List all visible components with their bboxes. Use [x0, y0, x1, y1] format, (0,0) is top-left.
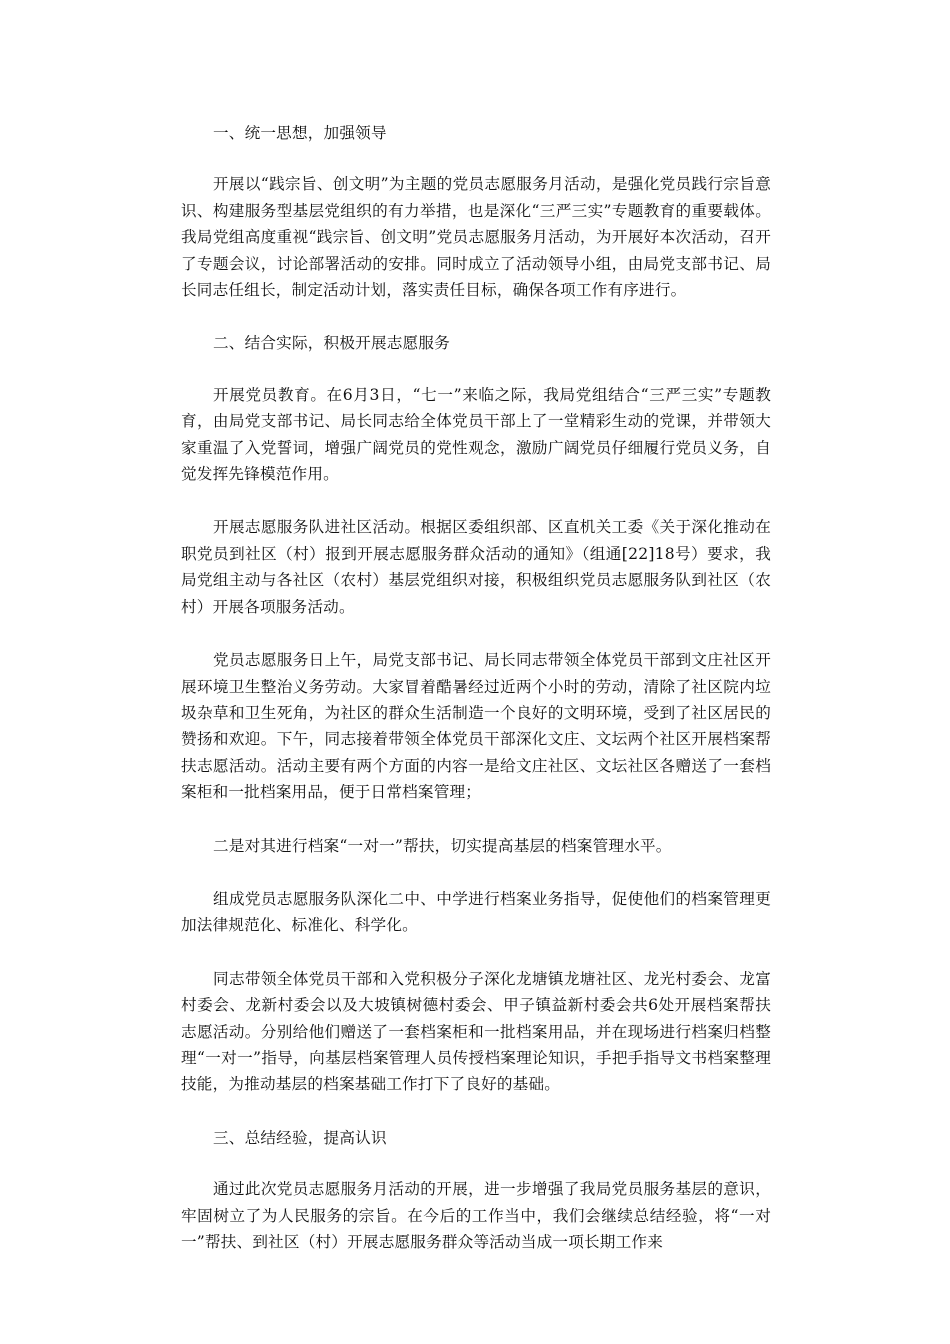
document-body [181, 120, 771, 1282]
paragraph: 组成党员志愿服务队深化二中、中学进行档案业务指导，促使他们的档案管理更加法律规范化、标准化、科学化。 [181, 889, 771, 935]
paragraph: 二是对其进行档案“一对一”帮扶，切实提高基层的档案管理水平。 [213, 836, 672, 855]
section-heading-1: 一、统一思想，加强领导 [213, 124, 387, 142]
paragraph: 通过此次党员志愿服务月活动的开展，进一步增强了我局党员服务基层的意识，牢固树立了为人民服务的宗旨。在今后的工作当中，我们会继续总结经验，将“一对一”帮扶、到社区（村）开展志愿服务群众等活动当成一项长期工作来 [181, 1180, 771, 1251]
section-heading-2: 二、结合实际，积极开展志愿服务 [213, 334, 450, 353]
paragraph: 开展党员教育。在6月3日，“七一”来临之际，我局党组结合“三严三实”专题教育，由局党支部书记、局长同志给全体党员干部上了一堂精彩生动的党课，并带领大家重温了入党誓词，增强广阔党员的党性观念，激励广阔党员仔细履行党员义务，自觉发挥先锋模范作用。 [181, 385, 771, 484]
paragraph: 党员志愿服务日上午，局党支部书记、局长同志带领全体党员干部到文庄社区开展环境卫生整治义务劳动。大家冒着酷暑经过近两个小时的劳动，清除了社区院内垃圾杂草和卫生死角，为社区的群众生活制造一个良好的文明环境，受到了社区居民的赞扬和欢迎。下午，同志接着带领全体党员干部深化文庄、文坛两个社区开展档案帮扶志愿活动。活动主要有两个方面的内容一是给文庄社区、文坛社区各赠送了一套档案柜和一批档案用品，便于日常档案管理； [181, 651, 771, 802]
section-heading-3: 三、总结经验，提高认识 [213, 1128, 387, 1147]
paragraph: 开展以“践宗旨、创文明”为主题的党员志愿服务月活动，是强化党员践行宗旨意识、构建服务型基层党组织的有力举措，也是深化“三严三实”专题教育的重要载体。我局党组高度重视“践宗旨、创文明”党员志愿服务月活动，为开展好本次活动，召开了专题会议，讨论部署活动的安排。同时成立了活动领导小组，由局党支部书记、局长同志任组长，制定活动计划，落实责任目标，确保各项工作有序进行。 [181, 175, 771, 300]
paragraph: 开展志愿服务队进社区活动。根据区委组织部、区直机关工委《关于深化推动在职党员到社区（村）报到开展志愿服务群众活动的通知》（组通[22]18号）要求，我局党组主动与各社区（农村）基层党组织对接，积极组织党员志愿服务队到社区（农村）开展各项服务活动。 [181, 518, 771, 616]
paragraph: 同志带领全体党员干部和入党积极分子深化龙塘镇龙塘社区、龙光村委会、龙富村委会、龙新村委会以及大坡镇树德村委会、甲子镇益新村委会共6处开展档案帮扶志愿活动。分别给他们赠送了一套档案柜和一批档案用品，并在现场进行档案归档整理“一对一”指导，向基层档案管理人员传授档案理论知识，手把手指导文书档案整理技能，为推动基层的档案基础工作打下了良好的基础。 [181, 969, 771, 1094]
